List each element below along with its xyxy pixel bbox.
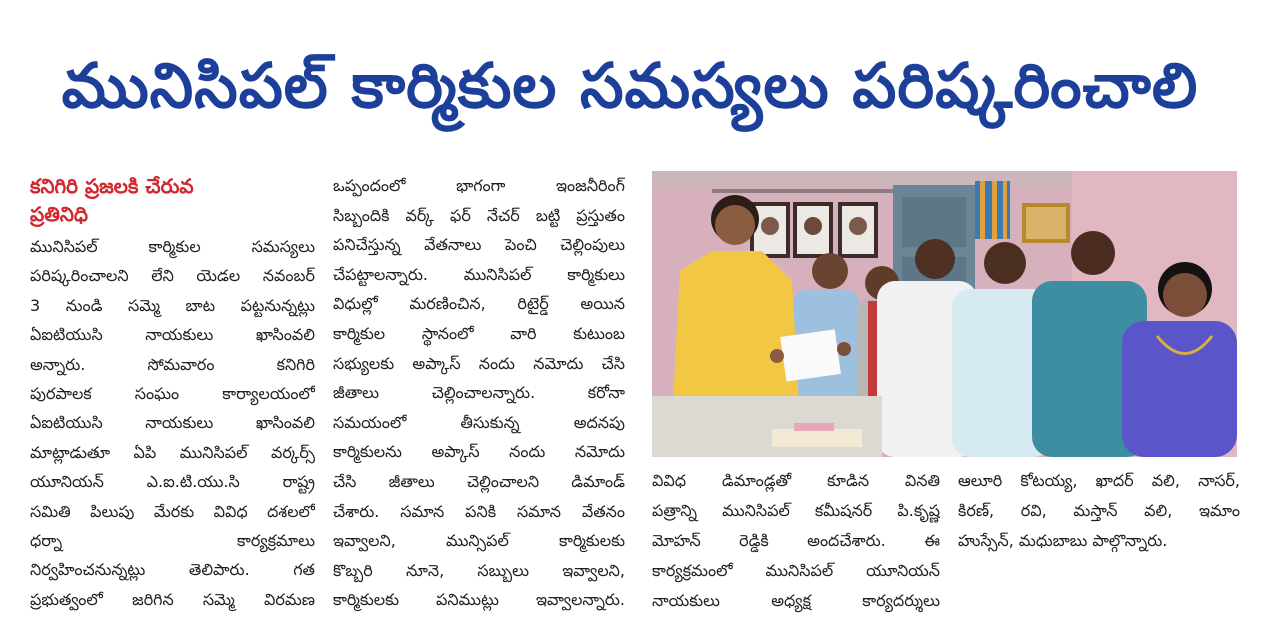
text-line: యూనియన్ ఎ.ఐ.టి.యు.సి రాష్ట్ర	[30, 472, 315, 492]
text-line: పురపాలక సంఘం కార్యాలయంలో	[30, 383, 315, 403]
text-line: హుస్సేన్, మధుబాబు పాల్గొన్నారు.	[958, 531, 1168, 550]
news-photo	[652, 171, 1237, 457]
article-column-1	[30, 232, 315, 614]
byline	[30, 172, 315, 228]
text-line: వివిధ డిమాండ్లతో కూడిన వినతి	[652, 471, 940, 490]
text-line: సమయంలో తీసుకున్న అదనపు	[333, 412, 625, 432]
text-line: సిబ్బందికి వర్క్ ఫర్ నేచర్ బట్టి ప్రస్తుతం	[333, 205, 625, 225]
text-line: సమితి పిలుపు మేరకు వివిధ దశలలో	[30, 501, 315, 521]
text-line: 3 నుండి సమ్మె బాట పట్టనున్నట్లు	[30, 295, 315, 315]
text-line: మునిసిపల్ కార్మికుల సమస్యలు	[30, 237, 315, 256]
text-line: పత్రాన్ని మునిసిపల్ కమీషనర్ పి.కృష్ణ	[652, 501, 940, 520]
text-line: ఏఐటియుసి నాయకులు ఖాసింవలి	[30, 413, 315, 433]
text-line: చేపట్టాలన్నారు. మునిసిపల్ కార్మికులు	[333, 264, 625, 284]
photo-gold-frame	[1022, 203, 1070, 243]
text-line: ఏఐటియుసి నాయకులు ఖాసింవలి	[30, 325, 315, 345]
byline-reporter: ప్రతినిధి	[30, 202, 89, 226]
text-line: మాట్లాడుతూ ఏపి మునిసిపల్ వర్కర్స్	[30, 442, 315, 462]
text-line: కార్మికులకు పనిముట్లు ఇవ్వాలన్నారు.	[333, 590, 625, 610]
text-line: విధుల్లో మరణించిన, రిటైర్డ్ అయిన	[333, 294, 625, 314]
text-line: మోహన్ రెడ్డికి అందచేశారు. ఈ	[652, 531, 940, 550]
text-line: కార్యక్రమంలో మునిసిపల్ యూనియన్	[652, 561, 940, 580]
text-line: ఇవ్వాలని, మున్సిపల్ కార్మికులకు	[333, 531, 625, 551]
photo-office-table	[652, 396, 882, 457]
text-line: కార్మికుల స్థానంలో వారి కుటుంబ	[333, 323, 625, 343]
text-line: కార్మికులను అప్కాస్ నందు నమోదు	[333, 442, 625, 462]
article-column-2	[333, 171, 625, 615]
article-column-3	[652, 466, 940, 616]
text-line: చేసి జీతాలు చెల్లించాలని డిమాండ్	[333, 471, 625, 491]
text-line: అన్నారు. సోమవారం కనిగిరి	[30, 354, 315, 374]
text-line: జీతాలు చెల్లించాలన్నారు. కరోనా	[333, 383, 625, 403]
photo-wall-frames	[750, 202, 878, 258]
article-headline: మునిసిపల్ కార్మికుల సమస్యలు పరిష్కరించాలి	[61, 49, 1199, 122]
photo-curtain	[975, 181, 1010, 239]
text-line: పనిచేస్తున్న వేతనాలు పెంచి చెల్లింపులు	[333, 235, 625, 255]
text-line: ధర్నా కార్యక్రమాలు	[30, 530, 315, 550]
text-line: ప్రభుత్వంలో జరిగిన సమ్మె విరమణ	[30, 589, 315, 609]
article-column-4	[958, 466, 1240, 556]
byline-location: కనిగిరి ప్రజలకి చేరువ	[30, 174, 194, 198]
text-line: నిర్వహించనున్నట్లు తెలిపారు. గత	[30, 560, 315, 580]
text-line: నాయకులు అధ్యక్ష కార్యదర్శులు	[652, 591, 940, 610]
text-line: ఒప్పందంలో భాగంగా ఇంజనీరింగ్	[333, 176, 625, 195]
text-line: ఆలూరి కోటయ్య, ఖాదర్ వలి, నాసర్,	[958, 471, 1240, 490]
text-line: సభ్యులకు అప్కాస్ నందు నమోదు చేసి	[333, 353, 625, 373]
text-line: కొబ్బరి నూనె, సబ్బులు ఇవ్వాలని,	[333, 560, 625, 580]
text-line: పరిష్కరించాలని లేని యెడల నవంబర్	[30, 266, 315, 286]
text-line: చేశారు. సమాన పనికి సమాన వేతనం	[333, 501, 625, 521]
text-line: కిరణ్, రవి, మస్తాన్ వలి, ఇమాం	[958, 501, 1240, 520]
